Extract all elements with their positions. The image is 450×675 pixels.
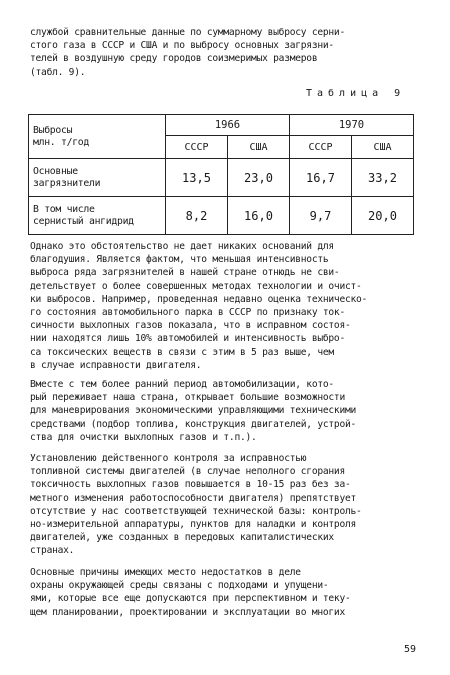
table-caption: Таблица 9 <box>306 88 406 99</box>
table-cell: 8,2 <box>166 197 228 235</box>
table-cell: 9,7 <box>290 197 352 235</box>
table-cell: 20,0 <box>352 197 414 235</box>
table-cell: 16,7 <box>290 159 352 197</box>
row-label: В том числе сернистый ангидрид <box>29 197 166 235</box>
table-row <box>29 159 414 197</box>
country-header: США <box>352 136 414 159</box>
paragraph: Основные причины имеющих место недостатков в деле охраны окружающей среды связаны с подходами и упущени- ями, которые все еще допускаются при перспективном и теку- щем планировании, проектировании и эксплуатации во многих <box>30 567 351 618</box>
table-cell: 33,2 <box>352 159 414 197</box>
country-header: СССР <box>166 136 228 159</box>
intro-paragraph: службой сравнительные данные по суммарному выбросу серни- стого газа в СССР и США и по выбросу основных загрязни- телей в воздушную среду городов соизмеримых размеров (табл. 9). <box>30 27 345 78</box>
paragraph: Установлению действенного контроля за исправностью топливной системы двигателей (в случае неполного сгорания токсичность выхлопных газов повышается в 10-15 раз без за- метного изменения работоспособности двигателя) препятствует отсутствие у нас соответствующей технической базы: контроль- но-измерительной аппаратуры, пунктов для наладки и контроля двигателей, уже созданных в передовых капиталистических странах. <box>30 453 362 557</box>
paragraph: Однако это обстоятельство не дает никаких оснований для благодушия. Является фактом, что меньшая интенсивность выброса ряда загрязнителей в нашей стране отнюдь не сви- детельствует о более совершенных методах технологии и очист- ки выбросов. Например, проведенная недавно оценка техническо- го состояния автомобильного парка в СССР по признаку ток- сичности выхлопных газов показала, что в исправном состоя- нии находятся лишь 10% автомобилей и интенсивность выбро- са токсических веществ в связи с этим в 5 раз выше, чем в случае исправности двигателя. <box>30 241 368 371</box>
country-header: США <box>228 136 290 159</box>
year-header-1970: 1970 <box>290 115 414 136</box>
table-row <box>29 197 414 235</box>
page-number: 59 <box>403 644 416 655</box>
table-cell: 13,5 <box>166 159 228 197</box>
table-corner-header: Выбросы млн. т/год <box>29 115 166 159</box>
table-cell: 23,0 <box>228 159 290 197</box>
emissions-table <box>28 114 414 235</box>
row-label: Основные загрязнители <box>29 159 166 197</box>
country-header: СССР <box>290 136 352 159</box>
paragraph: Вместе с тем более ранний период автомобилизации, кото- рый переживает наша страна, открывает большие возможности для маневрирования экономическими управляющими техническими средствами (подбор топлива, конструкция двигателей, устрой- ства для очистки выхлопных газов и т.п.). <box>30 379 357 443</box>
table-cell: 16,0 <box>228 197 290 235</box>
year-header-1966: 1966 <box>166 115 290 136</box>
